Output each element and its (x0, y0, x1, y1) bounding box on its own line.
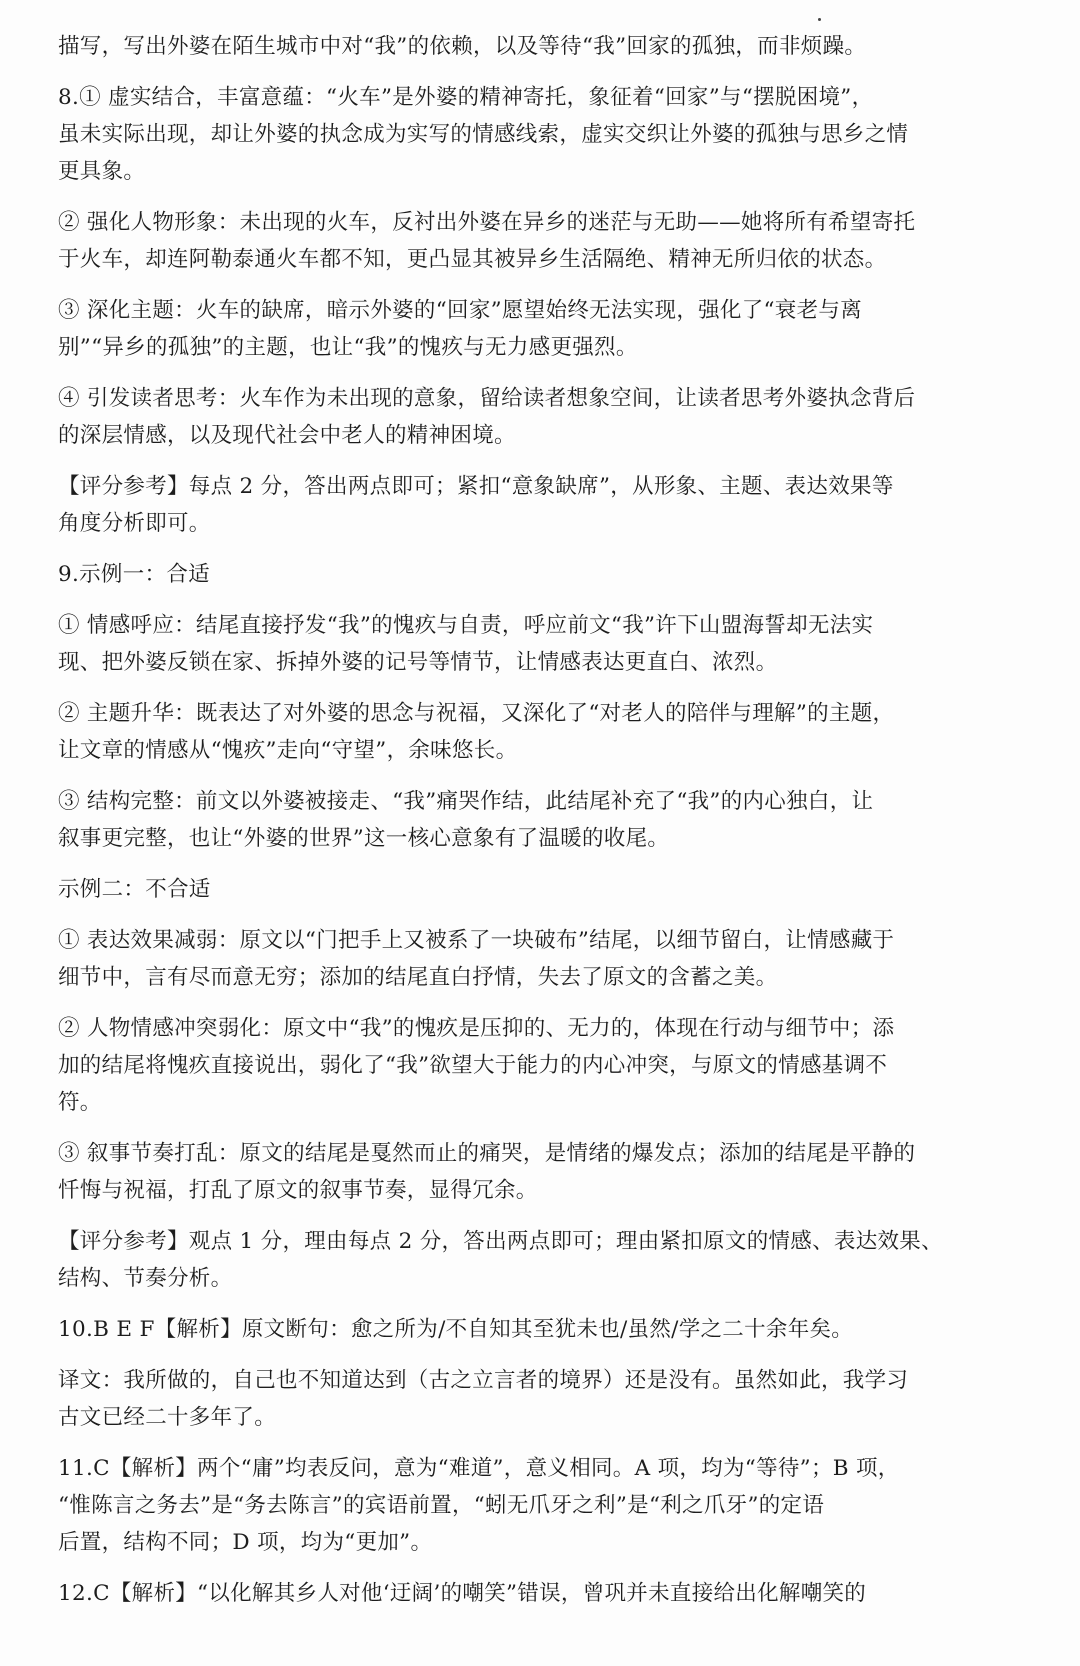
text-line: 后置，结构不同；D 项，均为“更加”。 (58, 1530, 433, 1555)
paragraph (58, 468, 1018, 542)
paragraph (58, 783, 1018, 857)
paragraph (58, 380, 1018, 454)
paragraph (58, 1362, 1018, 1436)
text-line: 叙事更完整，也让“外婆的世界”这一核心意象有了温暖的收尾。 (58, 826, 670, 851)
text-line: ③ 叙事节奏打乱：原文的结尾是戛然而止的痛哭，是情绪的爆发点；添加的结尾是平静的 (58, 1141, 916, 1166)
text-line: ② 人物情感冲突弱化：原文中“我”的愧疚是压抑的、无力的，体现在行动与细节中；添 (58, 1016, 895, 1041)
text-line: ③ 结构完整：前文以外婆被接走、“我”痛哭作结，此结尾补充了“我”的内心独白，让 (58, 789, 874, 814)
text-line: ④ 引发读者思考：火车作为未出现的意象，留给读者想象空间，让读者思考外婆执念背后 (58, 386, 916, 411)
text-line: ① 表达效果减弱：原文以“门把手上又被系了一块破布”结尾，以细节留白，让情感藏于 (58, 928, 895, 953)
text-line: 10.B E F【解析】原文断句：愈之所为/不自知其至犹未也/虽然/学之二十余年矣。 (58, 1317, 854, 1342)
scan-speck (818, 18, 821, 21)
paragraph (58, 1450, 1018, 1561)
text-line: 角度分析即可。 (58, 511, 211, 536)
paragraph (58, 695, 1018, 769)
text-line: ② 主题升华：既表达了对外婆的思念与祝福，又深化了“对老人的陪伴与理解”的主题， (58, 701, 895, 726)
text-line: 12.C【解析】“以化解其乡人对他‘迂阔’的嘲笑”错误，曾巩并未直接给出化解嘲笑的 (58, 1581, 867, 1606)
text-line: 古文已经二十多年了。 (58, 1405, 277, 1430)
paragraph (58, 1223, 1018, 1297)
text-line: 更具象。 (58, 159, 146, 184)
text-line: ① 情感呼应：结尾直接抒发“我”的愧疚与自责，呼应前文“我”许下山盟海誓却无法实 (58, 613, 874, 638)
text-line: 于火车，却连阿勒泰通火车都不知，更凸显其被异乡生活隔绝、精神无所归依的状态。 (58, 247, 887, 272)
text-line: 描写，写出外婆在陌生城市中对“我”的依赖，以及等待“我”回家的孤独，而非烦躁。 (58, 34, 867, 59)
paragraph (58, 1575, 1018, 1612)
text-line: 忏悔与祝福，打乱了原文的叙事节奏，显得冗余。 (58, 1178, 538, 1203)
text-line: 11.C【解析】两个“庸”均表反问，意为“难道”，意义相同。A 项，均为“等待”；B 项， (58, 1456, 900, 1481)
paragraph (58, 1010, 1018, 1121)
text-line: 【评分参考】每点 2 分，答出两点即可；紧扣“意象缺席”，从形象、主题、表达效果等 (58, 474, 894, 499)
text-line: 8.① 虚实结合，丰富意蕴：“火车”是外婆的精神寄托，象征着“回家”与“摆脱困境”， (58, 85, 874, 110)
text-line: “惟陈言之务去”是“务去陈言”的宾语前置，“蚓无爪牙之利”是“利之爪牙”的定语 (58, 1493, 825, 1518)
text-line: ② 强化人物形象：未出现的火车，反衬出外婆在异乡的迷茫与无助——她将所有希望寄托 (58, 210, 916, 235)
paragraph (58, 607, 1018, 681)
paragraph (58, 1311, 1018, 1348)
paragraph (58, 1135, 1018, 1209)
text-line: 加的结尾将愧疚直接说出，弱化了“我”欲望大于能力的内心冲突，与原文的情感基调不 (58, 1053, 888, 1078)
text-line: 【评分参考】观点 1 分，理由每点 2 分，答出两点即可；理由紧扣原文的情感、表达效果、 (58, 1229, 943, 1254)
text-line: 让文章的情感从“愧疚”走向“守望”，余味悠长。 (58, 738, 518, 763)
paragraph (58, 79, 1018, 190)
text-line: ③ 深化主题：火车的缺席，暗示外婆的“回家”愿望始终无法实现，强化了“衰老与离 (58, 298, 863, 323)
paragraph (58, 292, 1018, 366)
text-line: 虽未实际出现，却让外婆的执念成为实写的情感线索，虚实交织让外婆的孤独与思乡之情 (58, 122, 909, 147)
text-line: 细节中，言有尽而意无穷；添加的结尾直白抒情，失去了原文的含蓄之美。 (58, 965, 778, 990)
paragraph (58, 556, 1018, 593)
text-line: 9.示例一：合适 (58, 562, 210, 587)
text-line: 符。 (58, 1090, 102, 1115)
text-line: 现、把外婆反锁在家、拆掉外婆的记号等情节，让情感表达更直白、浓烈。 (58, 650, 778, 675)
paragraph (58, 922, 1018, 996)
text-line: 译文：我所做的，自己也不知道达到（古之立言者的境界）还是没有。虽然如此，我学习 (58, 1368, 909, 1393)
text-line: 的深层情感，以及现代社会中老人的精神困境。 (58, 423, 516, 448)
text-line: 结构、节奏分析。 (58, 1266, 233, 1291)
text-line: 别”“异乡的孤独”的主题，也让“我”的愧疚与无力感更强烈。 (58, 335, 638, 360)
answer-key-text (58, 28, 1018, 1626)
paragraph (58, 871, 1018, 908)
text-line: 示例二：不合适 (58, 877, 211, 902)
paragraph (58, 204, 1018, 278)
paragraph (58, 28, 1018, 65)
